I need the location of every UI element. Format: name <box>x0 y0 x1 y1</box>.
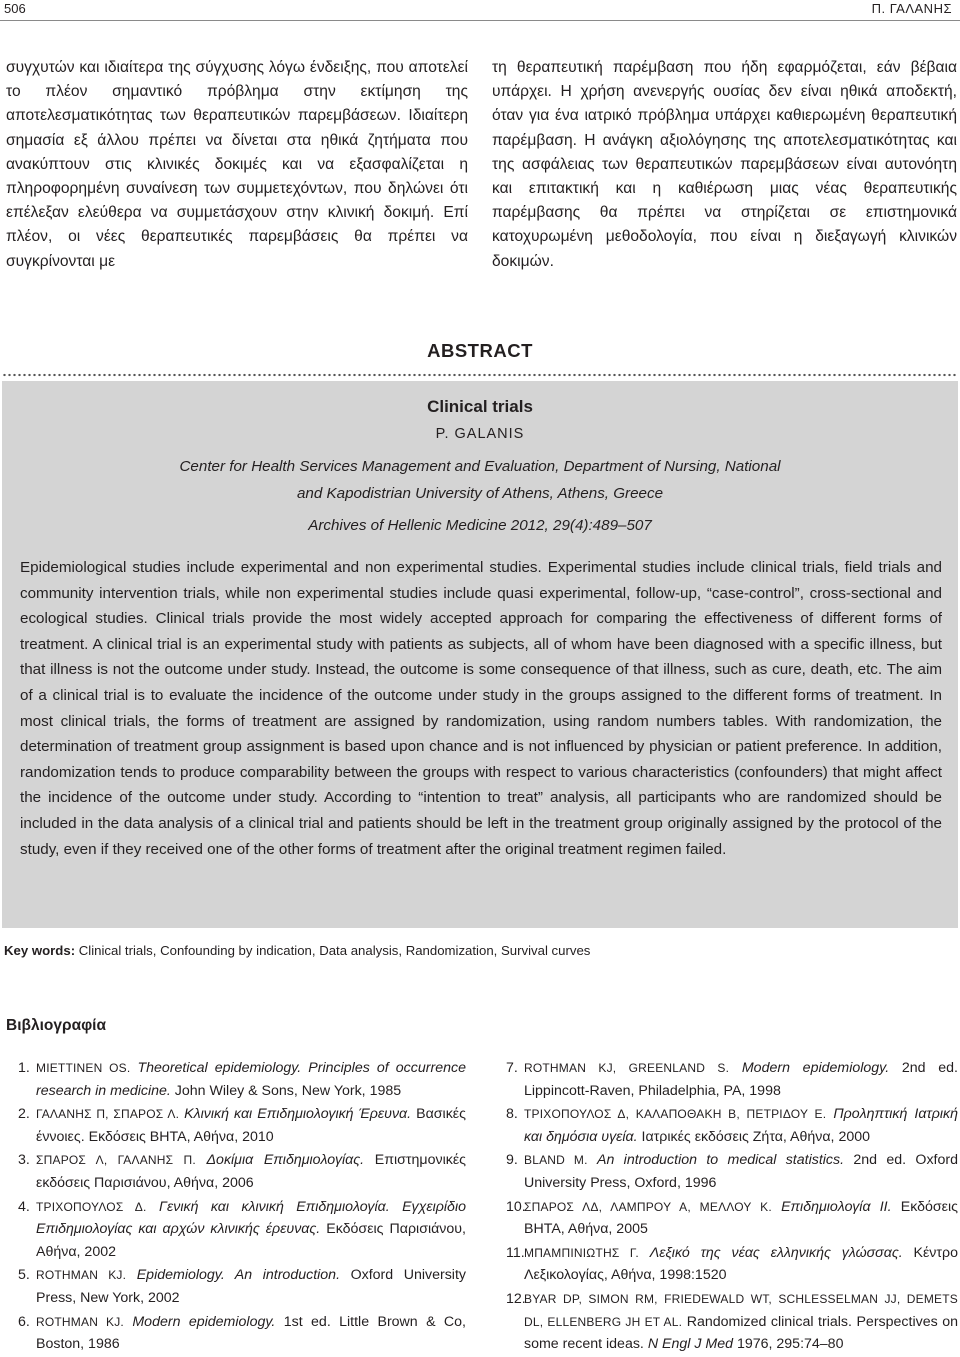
reference-item: 6. ROTHMAN KJ. Modern epidemiology. 1st ed. Little Brown & Co, Boston, 1986 <box>18 1313 466 1353</box>
body-text-left: συγχυτών και ιδιαίτερα της σύγχυσης λόγω ένδειξης, που αποτελεί το πλέον σημαντικό πρόβλημα στην εκτίμηση της αποτελεσματικότητας των θεραπευτικών παρεμβάσεων. Ιδιαίτερη σημασία εξ άλλου πρέπει να δίνεται στα ηθικά ζητήματα που ανακύπτουν στις κλινικές δοκιμές και να εξασφαλίζεται η πληροφορημένη συναίνεση των συμμετεχόντων, που δηλώνει ότι επέλεξαν ελεύθερα να συμμετάσχουν στην κλινική δοκιμή. Επί πλέον, οι νέες θεραπευτικές παρεμβάσεις θα πρέπει να συγκρίνονται με <box>6 59 468 270</box>
abstract-heading: ABSTRACT <box>427 340 533 361</box>
page-number: 506 <box>4 1 26 16</box>
affiliation-line-2: and Kapodistrian University of Athens, Athens, Greece <box>296 485 664 502</box>
reference-item: 11. ΜΠΑΜΠΙΝΙΩΤΗΣ Γ. Λεξικό της νέας ελληνικής γλώσσας. Κέντρο Λεξικολογίας, Αθήνα, 1998:1520 <box>506 1244 958 1284</box>
keywords-text: Clinical trials, Confounding by indication, Data analysis, Randomization, Survival curves <box>78 943 591 958</box>
reference-item: 9. BLAND M. An introduction to medical statistics. 2nd ed. Oxford University Press, Oxford, 1996 <box>506 1152 958 1191</box>
affiliation-line-1: Center for Health Services Management and Evaluation, Department of Nursing, National <box>179 458 781 475</box>
reference-item: 5. ROTHMAN KJ. Epidemiology. An introduction. Oxford University Press, New York, 2002 <box>18 1267 466 1306</box>
abstract-box <box>2 381 958 928</box>
reference-item: 12. BYAR DP, SIMON RM, FRIEDEWALD WT, SCHLESSELMAN JJ, DEMETS DL, ELLENBERG JH ET AL. Randomized clinical trials. Perspectives on some recent ideas. N Engl J Med 1976, 295:74–80 <box>506 1290 958 1353</box>
journal-citation: Archives of Hellenic Medicine 2012, 29(4):489–507 <box>308 517 652 534</box>
running-author: Π. ΓΑΛΑΝΗΣ <box>871 1 952 16</box>
keywords <box>4 943 954 958</box>
article-author: P. GALANIS <box>435 426 525 442</box>
references-list-right <box>506 1057 958 1357</box>
reference-item: 1. MIETTINEN OS. Theoretical epidemiology. Principles of occurrence research in medicine. John Wiley & Sons, New York, 1985 <box>18 1060 466 1099</box>
reference-item: 8. ΤΡΙΧΟΠΟΥΛΟΣ Δ, ΚΑΛΑΠΟΘΑΚΗ Β, ΠΕΤΡΙΔΟΥ Ε. Προληπτική Ιατρική και δημόσια υγεία. Ιατρικές εκδόσεις Ζήτα, Αθήνα, 2000 <box>506 1106 959 1145</box>
reference-item: 2. ΓΑΛΑΝΗΣ Π, ΣΠΑΡΟΣ Λ. Κλινική και Επιδημιολογική Έρευνα. Βασικές έννοιες. Εκδόσεις ΒΗΤΑ, Αθήνα, 2010 <box>18 1106 466 1145</box>
abstract-text: Epidemiological studies include experimental and non experimental studies. Experimental studies include clinical trials, field trials and community intervention trials, while non experimental studies include quasi experimental, follow-up, “case-control”, cross-sectional and ecological studies. Clinical trials provide the most widely accepted approach for comparing the effectiveness of different forms of treatment. A clinical trial is an experimental study with patients as subjects, all of whom have been diagnosed with a specific illness, but that illness is not the outcome under study. Instead, the outcome is some consequence of that illness, such as cure, death, etc. The aim of a clinical trial is to evaluate the incidence of the outcome under study in the groups assigned to the different forms of treatment. In most clinical trials, the forms of treatment are assigned by randomization, using random numbers tables. With randomization, the determination of treatment group assignment is based upon chance and is not influenced by physician or patient preference. In addition, randomization tends to produce comparability between the groups with respect to various characteristics (confounders) that might affect the incidence of the outcome under study. According to “intention to treat” analysis, all participants who are randomized should be included in the data analysis of a clinical trial and patients should be left in the treatment group originally assigned by the protocol of the study, even if they received one of the other forms of treatment after the original treatment regimen failed. <box>20 559 942 858</box>
author-affiliation <box>82 453 878 507</box>
references-list-left <box>18 1057 466 1357</box>
reference-item: 3. ΣΠΑΡΟΣ Λ, ΓΑΛΑΝΗΣ Π. Δοκίμια Επιδημιολογίας. Επιστημονικές εκδόσεις Παρισιάνου, Αθήνα, 2006 <box>18 1152 466 1191</box>
keywords-label: Key words: <box>4 943 76 958</box>
reference-item: 4. ΤΡΙΧΟΠΟΥΛΟΣ Δ. Γενική και κλινική Επιδημιολογία. Εγχειρίδιο Επιδημιολογίας και αρχών κλινικής έρευνας. Εκδόσεις Παρισιάνου, Αθήνα, 2002 <box>18 1198 466 1260</box>
references-heading: Βιβλιογραφία <box>6 1017 107 1034</box>
dotted-divider <box>2 373 958 377</box>
reference-item: 7. ROTHMAN KJ, GREENLAND S. Modern epidemiology. 2nd ed. Lippincott-Raven, Philadelphia, PA, 1998 <box>506 1060 958 1099</box>
reference-item: 10. ΣΠΑΡΟΣ ΛΔ, ΛΑΜΠΡΟΥ Α, ΜΕΛΛΟΥ Κ. Επιδημιολογία ΙΙ. Εκδόσεις ΒΗΤΑ, Αθήνα, 2005 <box>506 1198 958 1238</box>
body-text-right: τη θεραπευτική παρέμβαση που ήδη εφαρμόζεται, εάν βέβαια υπάρχει. Η χρήση ανενεργής ουσίας δεν είναι ηθικά αποδεκτή, όταν για ένα ιατρικό πρόβλημα υπάρχει καθιερωμένη θεραπευτική παρέμβαση. Η ανάγκη αξιολόγησης της αποτελεσματικότητας και της ασφάλειας των θεραπευτικών παρεμβάσεων είναι αυτονόητη και επιτακτική και η καθιέρωση μιας νέας θεραπευτικής παρέμβασης θα πρέπει να στηρίζεται σε επιστημονικά κατοχυρωμένη μεθοδολογία, που είναι η διεξαγωγή κλινικών δοκιμών. <box>492 59 957 270</box>
article-title: Clinical trials <box>427 397 533 416</box>
page-header <box>0 0 960 21</box>
